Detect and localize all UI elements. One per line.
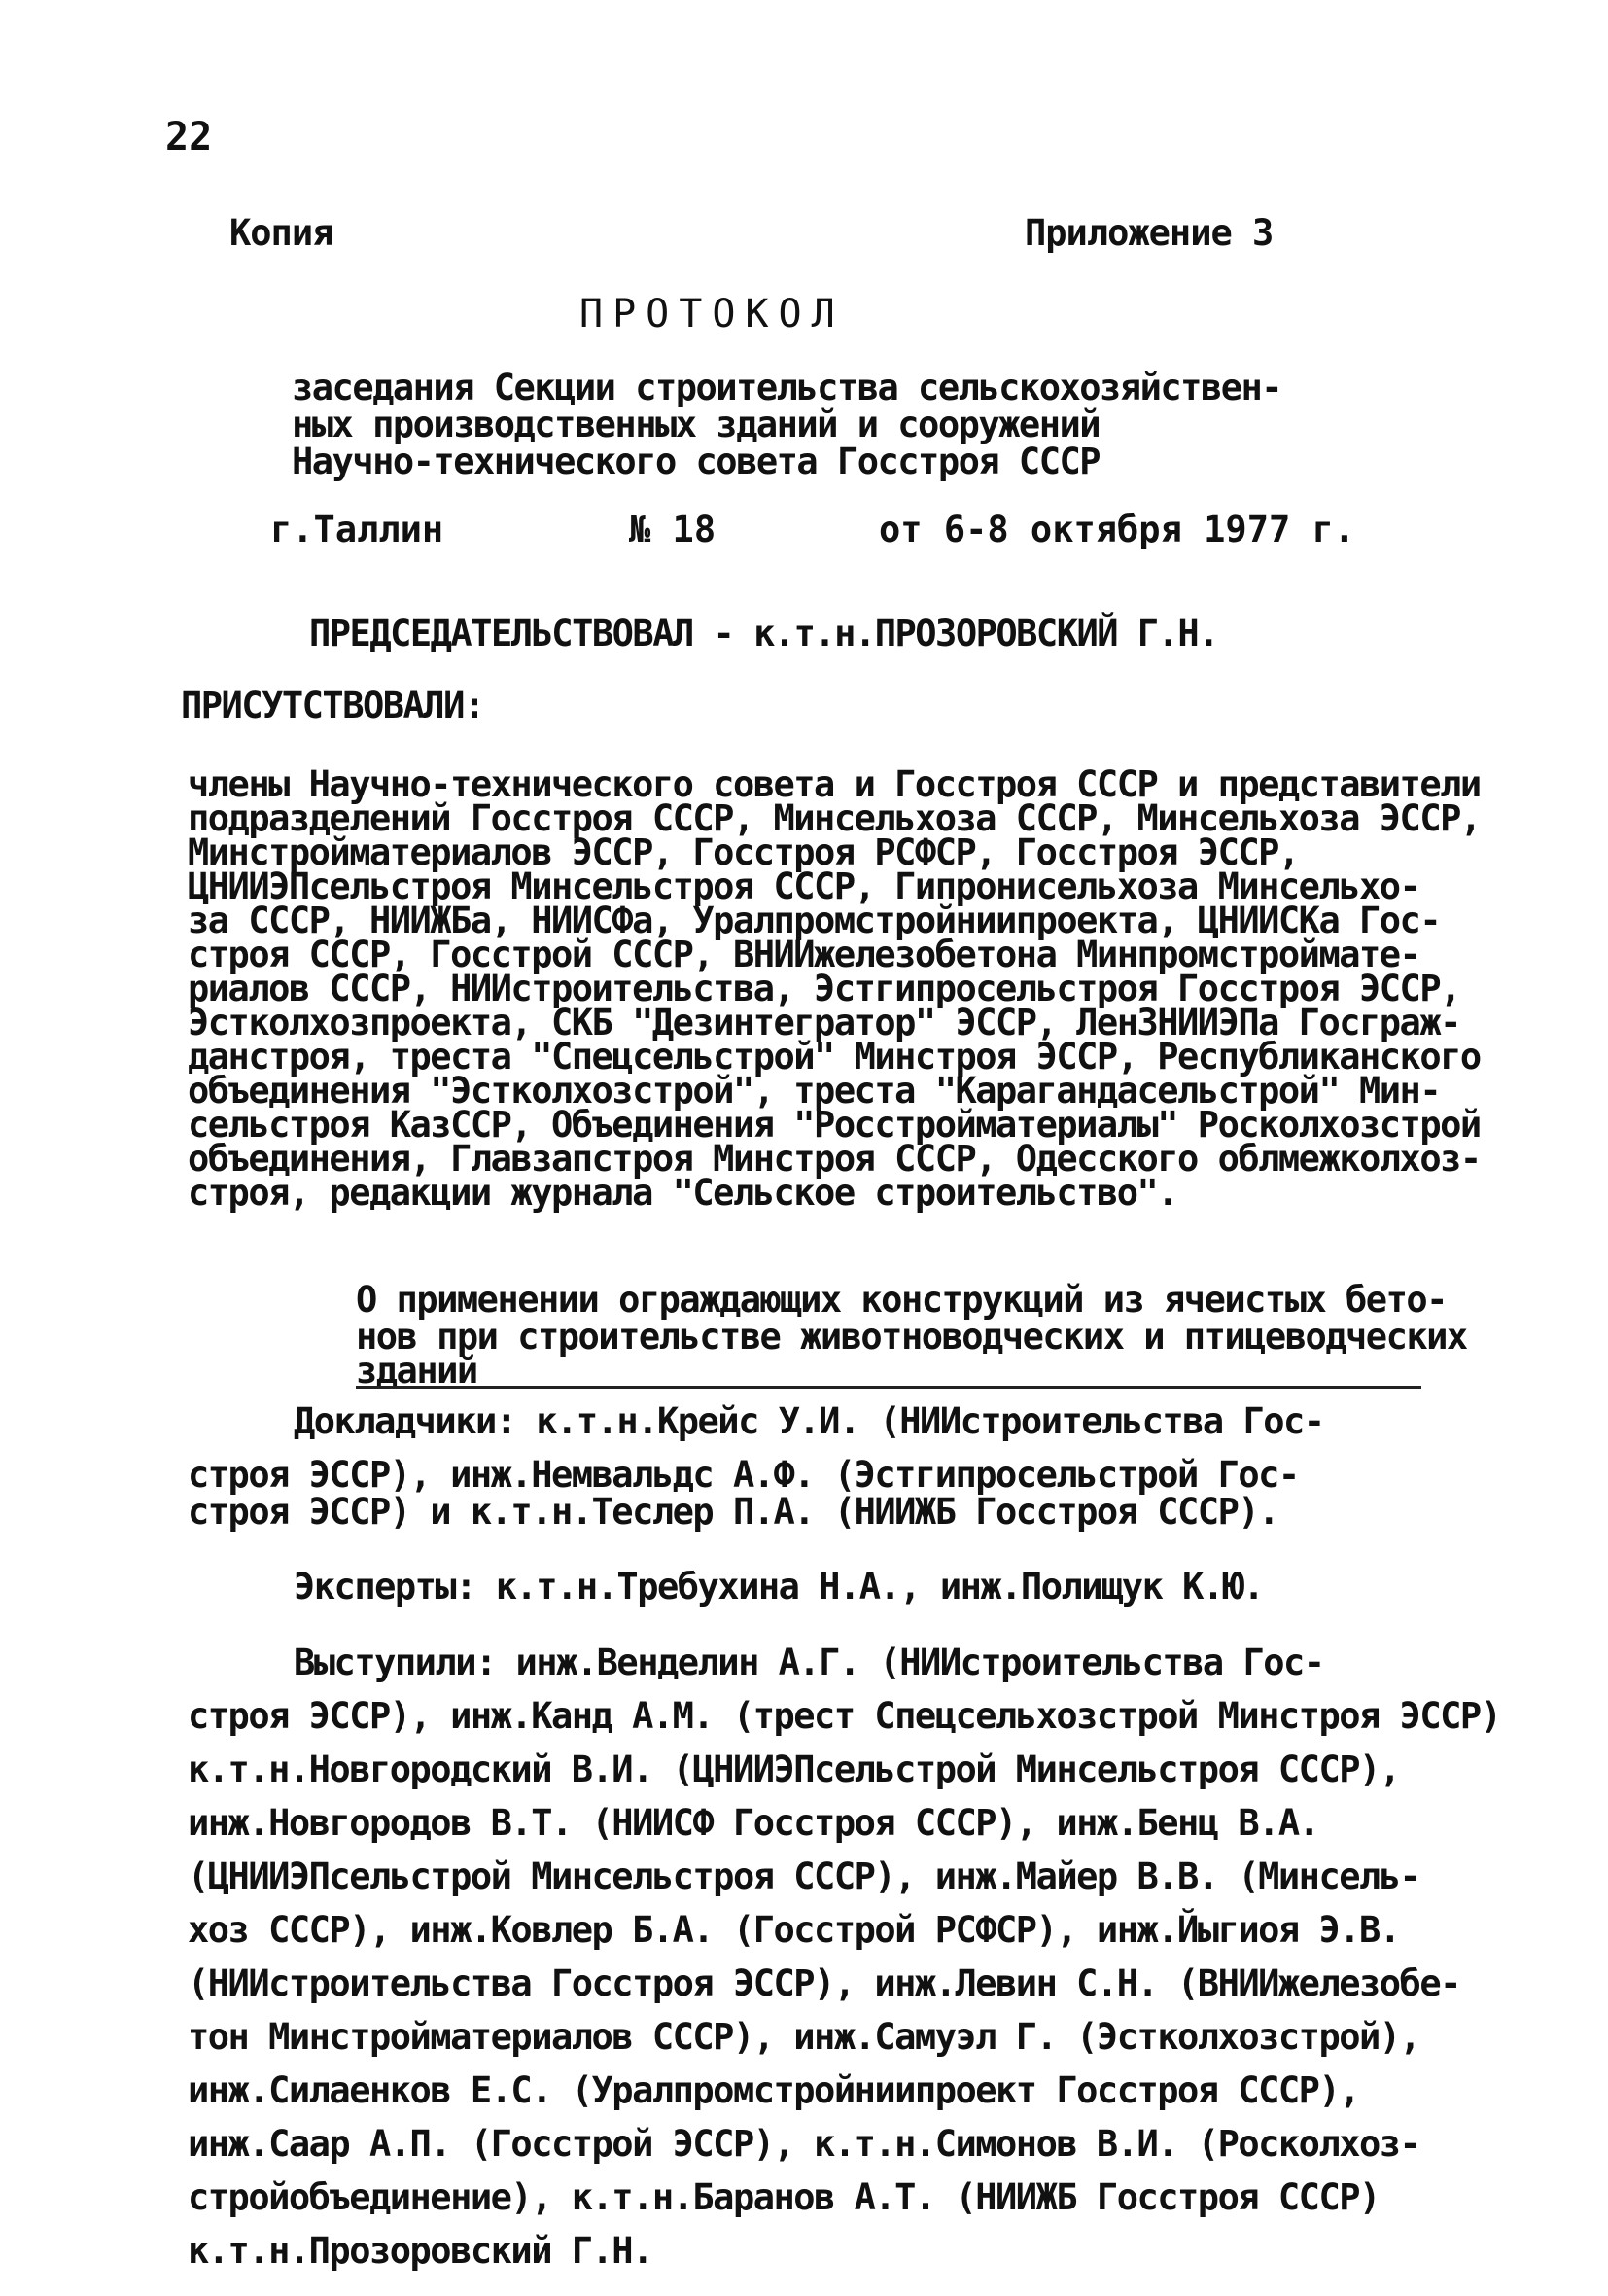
present-line: Эстколхозпроекта, СКБ "Дезинтегратор" ЭССР, ЛенЗНИИЭПа Госграж- (188, 1002, 1460, 1043)
protocol-number: № 18 (629, 509, 717, 550)
present-line: члены Научно-технического совета и Госстроя СССР и представители (188, 763, 1481, 805)
subtitle-line: ных производственных зданий и сооружений (292, 404, 1101, 445)
participants-line: (ЦНИИЭПсельстрой Минсельстроя СССР), инж.Майер В.В. (Минсель- (188, 1855, 1420, 1897)
present-line: риалов СССР, НИИстроительства, Эстгипросельстроя Госстроя ЭССР, (188, 968, 1460, 1009)
participants-line: инж.Саар А.П. (Госстрой ЭССР), к.т.н.Симонов В.И. (Росколхоз- (188, 2123, 1420, 2165)
topic-line: О применении ограждающих конструкций из ячеистых бето- (356, 1279, 1447, 1321)
appendix-label: Приложение 3 (1025, 212, 1274, 254)
chair-line: ПРЕДСЕДАТЕЛЬСТВОВАЛ - к.т.н.ПРОЗОРОВСКИЙ Г.Н. (309, 613, 1218, 654)
present-line: объединения "Эстколхозстрой", треста "Карагандасельстрой" Мин- (188, 1070, 1441, 1112)
participants-line: Выступили: инж.Венделин А.Г. (НИИстроительства Гос- (294, 1642, 1324, 1683)
document-title: ПРОТОКОЛ (579, 292, 845, 336)
present-line: ЦНИИЭПсельстроя Минсельстроя СССР, Гипронисельхоза Минсельхо- (188, 865, 1420, 907)
present-heading: ПРИСУТСТВОВАЛИ: (181, 685, 484, 726)
participants-line: инж.Силаенков Е.С. (Уралпромстройниипроект Госстроя СССР), (188, 2069, 1360, 2111)
speakers-line: строя ЭССР), инж.Немвальдс А.Ф. (Эстгипросельстрой Гос- (188, 1454, 1299, 1496)
meeting-place: г.Таллин (270, 509, 444, 550)
present-line: подразделений Госстроя СССР, Минсельхоза СССР, Минсельхоза ЭССР, (188, 797, 1481, 839)
subtitle-line: заседания Секции строительства сельскохозяйствен- (292, 367, 1282, 408)
topic-line: зданий (356, 1350, 477, 1392)
participants-line: к.т.н.Новгородский В.И. (ЦНИИЭПсельстрой Минсельстроя СССР), (188, 1748, 1400, 1790)
topic-line: нов при строительстве животноводческих и птицеводческих (356, 1316, 1467, 1358)
participants-line: стройобъединение), к.т.н.Баранов А.Т. (НИИЖБ Госстроя СССР) (188, 2176, 1380, 2218)
experts-line: Эксперты: к.т.н.Требухина Н.А., инж.Полищук К.Ю. (294, 1566, 1264, 1607)
present-line: строя СССР, Госстрой СССР, ВНИИжелезобетона Минпромстройматe- (188, 934, 1420, 975)
present-line: сельстроя КазССР, Объединения "Росстройматериалы" Росколхозстрой (188, 1104, 1481, 1146)
present-line: Минстройматериалов ЭССР, Госстроя РСФСР, Госстроя ЭССР, (188, 831, 1299, 873)
present-line: строя, редакции журнала "Сельское строительство". (188, 1172, 1178, 1214)
subtitle-line: Научно-технического совета Госстроя СССР (292, 441, 1101, 482)
participants-line: строя ЭССР), инж.Канд А.М. (трест Спецсельхозстрой Минстроя ЭССР) (188, 1695, 1501, 1737)
participants-line: (НИИстроительства Госстроя ЭССР), инж.Левин С.Н. (ВНИИжелезобе- (188, 1962, 1460, 2004)
page-number: 22 (165, 115, 213, 159)
participants-line: инж.Новгородов В.Т. (НИИСФ Госстроя СССР), инж.Бенц В.А. (188, 1802, 1319, 1844)
present-line: объединения, Главзапстроя Минстроя СССР, Одесского облмежколхоз- (188, 1138, 1481, 1180)
speakers-line: Докладчики: к.т.н.Крейс У.И. (НИИстроительства Гос- (294, 1400, 1324, 1442)
topic-underline (356, 1386, 1421, 1389)
participants-line: тон Минстройматериалов СССР), инж.Самуэл Г. (Эстколхозстрой), (188, 2016, 1420, 2058)
participants-line: к.т.н.Прозоровский Г.Н. (188, 2230, 652, 2272)
participants-line: хоз СССР), инж.Ковлер Б.А. (Госстрой РСФСР), инж.Йыгиоя Э.В. (188, 1909, 1400, 1951)
meeting-date: от 6-8 октября 1977 г. (879, 509, 1356, 550)
copy-label: Копия (229, 212, 333, 254)
present-line: за СССР, НИИЖБа, НИИСФа, Уралпромстройниипроекта, ЦНИИСКа Гос- (188, 900, 1441, 941)
present-line: данстроя, треста "Спецсельстрой" Минстроя ЭССР, Республиканского (188, 1036, 1481, 1077)
speakers-line: строя ЭССР) и к.т.н.Теслер П.А. (НИИЖБ Госстроя СССР). (188, 1491, 1278, 1533)
